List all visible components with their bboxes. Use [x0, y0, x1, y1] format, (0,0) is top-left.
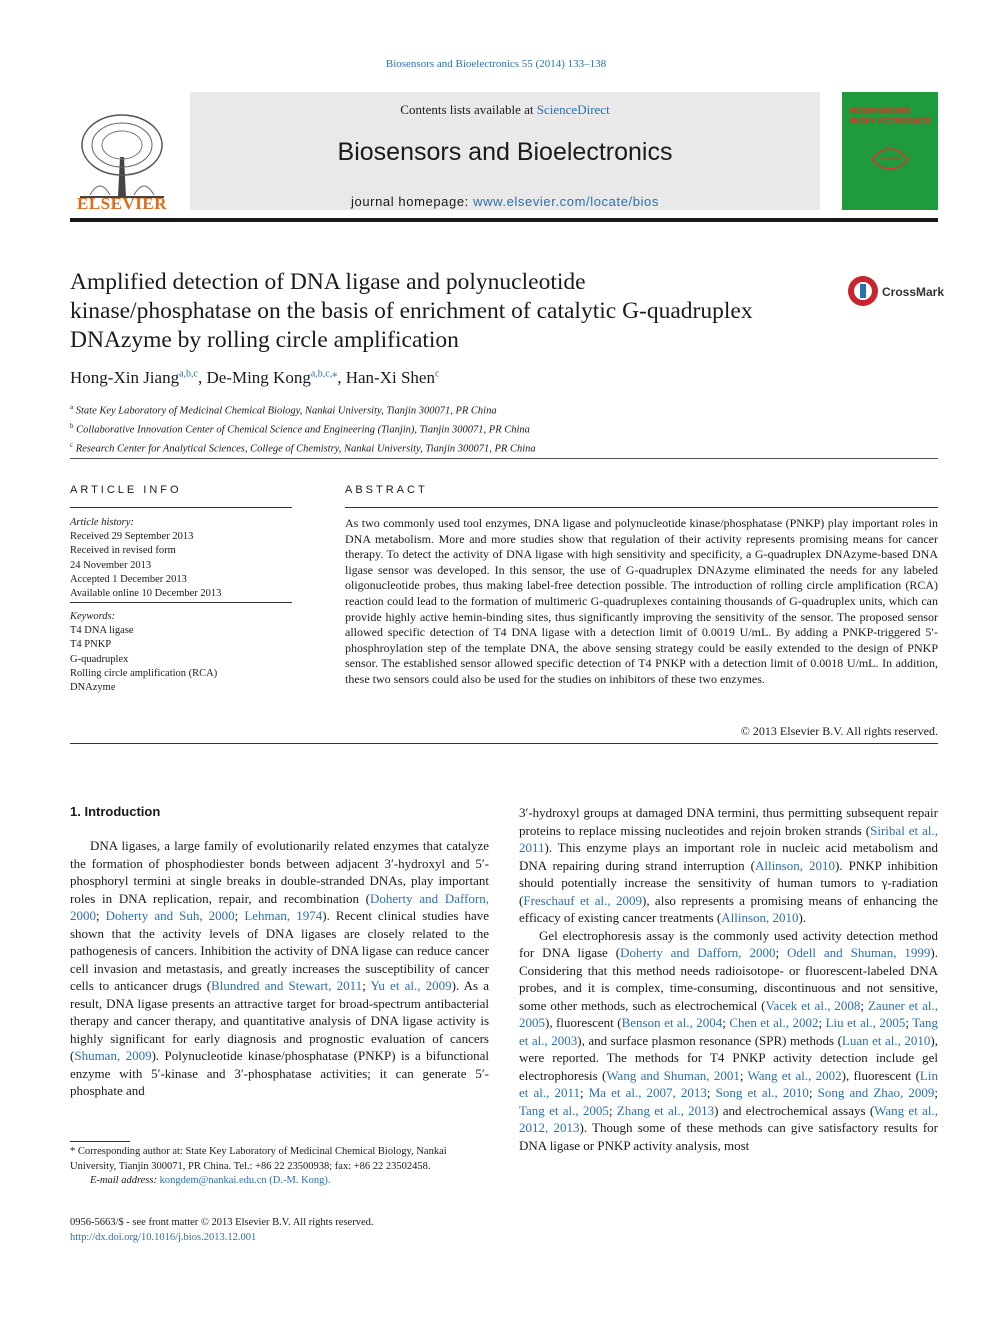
body-column-left — [70, 837, 489, 1100]
citation-link[interactable]: Luan et al., 2010 — [841, 1032, 931, 1048]
keyword: Rolling circle amplification (RCA) — [70, 667, 218, 679]
history-item: 24 November 2013 — [70, 559, 152, 571]
header-rule — [70, 218, 938, 222]
citation-link[interactable]: Doherty and Dafforn, 2000 — [620, 945, 776, 960]
article-history — [70, 516, 221, 601]
body-text: Gel electrophoresis assay is the commonly used activity detection method for DNA ligase ( — [519, 927, 938, 960]
journal-banner — [190, 92, 820, 210]
history-label: Article history: — [70, 517, 134, 528]
body-text: 3′-hydroxyl groups at damaged DNA termini, thus permitting subsequent repair proteins to replace missing nucleotides and rejoin broken strands ( — [519, 805, 938, 838]
body-text: ; — [234, 908, 245, 923]
keywords — [70, 610, 217, 695]
citation-link[interactable]: Doherty and Dafforn, 2000 — [70, 890, 490, 923]
author-name[interactable]: Han-Xi Shen — [345, 368, 435, 387]
body-text: ; — [579, 1085, 589, 1100]
body-text: ). — [798, 910, 807, 925]
keyword: T4 DNA ligase — [70, 625, 134, 637]
author-list: Hong-Xin Jiang$^{a,b,c}$, De-Ming Kong$^{a,b,c,⁎}$, Han-Xi Shen$^c$ — [70, 368, 440, 387]
affil-marker: c — [70, 441, 74, 449]
body-text: ). As a result, DNA ligase presents an attractive target for broad-spectrum antibacterial therapy and cancer therapy, and quantitative analysis of DNA ligase activity is highly significant for early diagnosis and prognostic evaluation of cancers ( — [70, 978, 489, 1063]
body-text: ) and electrochemical assays ( — [714, 1102, 875, 1118]
paragraph — [519, 927, 938, 1155]
affil-text: State Key Laboratory of Medicinal Chemical Biology, Nankai University, Tianjin 300071, PR China — [75, 405, 497, 417]
body-text: ). PNKP inhibition should potentially increase the sensitivity of human tumors to γ-radiation ( — [519, 857, 938, 908]
body-text: ; — [96, 908, 106, 923]
body-text: ; — [808, 1085, 818, 1100]
body-text: ), also represents a promising means of enhancing the efficacy of existing cancer treatments ( — [519, 892, 938, 925]
abstract-heading: ABSTRACT — [345, 484, 428, 496]
body-text: ), fluorescent ( — [545, 1015, 622, 1030]
email-label: E-mail address: — [90, 1175, 160, 1186]
body-text: ; — [934, 1085, 938, 1100]
citation-link[interactable]: Siribal et al., 2011 — [519, 822, 938, 855]
author-affil-sup[interactable]: a,b,c — [179, 368, 198, 380]
journal-cover-thumbnail[interactable] — [842, 92, 938, 210]
citation-link[interactable]: Yu et al., 2009 — [370, 978, 452, 993]
journal-citation[interactable]: Biosensors and Bioelectronics 55 (2014) 133–138 — [385, 58, 607, 70]
history-item: Accepted 1 December 2013 — [70, 573, 187, 585]
divider — [345, 507, 938, 508]
sciencedirect-link[interactable]: ScienceDirect — [536, 102, 610, 117]
keywords-label: Keywords: — [70, 611, 116, 622]
journal-name: Biosensors and Bioelectronics — [337, 138, 673, 166]
citation-link[interactable]: Wang et al., 2012, 2013 — [519, 1102, 938, 1135]
history-item: Available online 10 December 2013 — [70, 588, 222, 600]
body-text: ; — [775, 945, 788, 960]
email-suffix: (D.-M. Kong). — [266, 1175, 331, 1186]
author-name[interactable]: De-Ming Kong — [206, 368, 311, 387]
body-text: ). Recent clinical studies have shown that the activity levels of DNA ligases are closely related to the pathogenesis of cancers. Inhibition the activity of DNA ligase can reduce cancer cell invasion and metastasis, and greatly increases the susceptibility of cancer cells to anticancer drugs ( — [70, 908, 489, 993]
contents-line — [190, 102, 820, 118]
affiliation — [70, 419, 536, 438]
citation-link[interactable]: Zhang et al., 2013 — [616, 1102, 715, 1118]
body-text: ). Polynucleotide kinase/phosphatase (PNKP) is a bifunctional enzyme with 5′-kinase and 3′-phosphatase activities; it can generate 5′-phosphate and — [70, 1048, 489, 1098]
citation-link[interactable]: Odell and Shuman, 1999 — [787, 945, 931, 960]
email-link[interactable]: kongdem@nankai.edu.cn — [159, 1175, 267, 1186]
keyword: T4 PNKP — [70, 639, 112, 651]
citation-link[interactable]: Benson et al., 2004 — [621, 1015, 723, 1030]
affiliation — [70, 438, 536, 457]
citation-link[interactable]: Tang et al., 2003 — [519, 1015, 938, 1048]
affil-text: Collaborative Innovation Center of Chemical Science and Engineering (Tianjin), Tianjin 300071, PR China — [76, 424, 530, 436]
article-title: Amplified detection of DNA ligase and polynucleotide kinase/phosphatase on the basis of enrichment of catalytic G-quadruplex DNAzyme by rolling circle amplification — [70, 269, 753, 353]
homepage-prefix: journal homepage: — [351, 194, 474, 209]
section-heading-introduction: 1. Introduction — [70, 804, 161, 819]
affil-text: Research Center for Analytical Sciences, College of Chemistry, Nankai University, Tianjin 300071, PR China — [75, 443, 536, 455]
paragraph — [70, 837, 489, 1100]
citation-link[interactable]: Lehman, 1974 — [244, 908, 323, 923]
citation-link[interactable]: Lin et al., 2011 — [519, 1067, 938, 1100]
keyword: G-quadruplex — [70, 653, 129, 665]
citation-link[interactable]: Song and Zhao, 2009 — [817, 1085, 935, 1100]
divider — [70, 602, 292, 603]
citation-link[interactable]: Allinson, 2010 — [754, 857, 836, 873]
affiliations — [70, 400, 536, 457]
crossmark-label: CrossMark — [882, 285, 945, 299]
body-text: ; — [362, 978, 371, 993]
abstract-copyright: © 2013 Elsevier B.V. All rights reserved. — [740, 724, 938, 738]
author-affil-sup[interactable]: c — [434, 368, 440, 380]
body-text: ; — [608, 1102, 617, 1118]
citation-link[interactable]: Allinson, 2010 — [721, 910, 799, 925]
body-text: ), and surface plasmon resonance (SPR) methods ( — [577, 1032, 842, 1048]
article-info-heading: ARTICLE INFO — [70, 484, 182, 496]
author-name[interactable]: Hong-Xin Jiang — [70, 368, 180, 387]
citation-link[interactable]: Tang et al., 2005 — [519, 1102, 609, 1118]
body-text: ; — [860, 997, 868, 1013]
affil-marker: b — [70, 422, 74, 430]
body-text: ; — [905, 1015, 913, 1030]
crossmark-icon — [846, 274, 880, 308]
body-text: ). This enzyme plays an important role in nucleic acid metabolism and DNA repairing during strand interruption ( — [519, 840, 938, 873]
citation-link[interactable]: Song et al., 2010 — [715, 1085, 809, 1100]
affil-marker: a — [70, 403, 74, 411]
citation-link[interactable]: Wang and Shuman, 2001 — [606, 1067, 740, 1083]
citation-link[interactable]: Freschauf et al., 2009 — [523, 892, 642, 908]
citation-link[interactable]: Doherty and Suh, 2000 — [105, 908, 235, 923]
footnote-rule — [70, 1141, 130, 1142]
footnote — [70, 1145, 489, 1189]
citation-link[interactable]: Chen et al., 2002 — [729, 1015, 819, 1030]
citation-link[interactable]: Blundred and Stewart, 2011 — [211, 978, 363, 993]
divider — [70, 743, 938, 744]
body-text: ; — [706, 1085, 716, 1100]
body-text: DNA ligases, a large family of evolutionarily related enzymes that catalyze the formation of phosphodiester bonds between adjacent 3′-hydroxyl and 5′-phosphoryl termini at single breaks in double-stranded DNAs, play important roles in DNA replication, repair, and recombination ( — [70, 838, 489, 906]
body-text: ; — [722, 1015, 730, 1030]
body-text: ; — [739, 1067, 748, 1083]
citation-link[interactable]: Zauner et al., 2005 — [519, 997, 938, 1030]
crossmark-badge[interactable] — [846, 274, 946, 314]
divider — [70, 507, 292, 508]
body-column-right — [519, 804, 938, 1154]
citation-link[interactable]: Ma et al., 2007, 2013 — [588, 1085, 707, 1100]
abstract-text: As two commonly used tool enzymes, DNA ligase and polynucleotide kinase/phosphatase (PNKP) play important roles in DNA metabolism. More and more studies show that regulation of their activity represents promising means for cancer therapy. To detect the activity of DNA ligase with high sensitivity and specificity, a G-quadruplex DNAzyme-based DNA ligase sensor was developed. In this sensor, the use of G-quadruplex DNAzyme eliminated the needs for any labeled oligonucleotide probes, thus making label-free detection possible. The introduction of rolling circle amplification (RCA) reaction could lead to the formation of multimeric G-quadruplexes containing thousands of G-quadruplex units, which can provide highly active hemin-binding sites, thus significantly improving the sensitivity of the sensor. The proposed sensor allowed specific detection of T4 DNA ligase with a detection limit of 0.0019 U/mL. By adding a PNKP-triggered 5′-phosphroylation step of the template DNA, the above sensing strategy could be easily extended to the design of PNKP sensor. The established sensor allowed specific detection of T4 PNKP with a detection limit of 0.0018 U/mL. In addition, these two sensors could also be used for the studies on inhibitors of these two enzymes. — [345, 516, 938, 686]
homepage-link[interactable]: www.elsevier.com/locate/bios — [473, 194, 659, 209]
citation-link[interactable]: Vacek et al., 2008 — [765, 997, 861, 1013]
corresponding-author-note: * Corresponding author at: State Key Laboratory of Medicinal Chemical Biology, Nankai University, Tianjin 300071, PR China. Tel.: +86 22 23500938; fax: +86 22 23502458. — [70, 1146, 447, 1172]
publisher-name: ELSEVIER — [77, 194, 167, 213]
keyword: DNAzyme — [70, 682, 116, 694]
cover-title: BIOSENSORS BIOELECTRONICS — [850, 106, 931, 126]
citation-link[interactable]: Liu et al., 2005 — [825, 1015, 906, 1030]
contents-prefix: Contents lists available at — [400, 102, 537, 117]
paragraph — [519, 804, 938, 927]
body-text: ). Though some of these methods can give satisfactory results for DNA ligase or PNKP activity analysis, most — [519, 1120, 939, 1153]
affiliation — [70, 400, 536, 419]
cover-graphic-icon — [870, 144, 910, 174]
email-line — [70, 1174, 489, 1189]
history-item: Received 29 September 2013 — [70, 531, 194, 543]
homepage-line — [190, 194, 820, 209]
citation-link[interactable]: Wang et al., 2002 — [747, 1067, 842, 1083]
body-text: ), fluorescent ( — [841, 1067, 920, 1083]
body-text: ), were reported. The methods for T4 PNKP activity detection include gel electrophoresis ( — [519, 1032, 938, 1083]
author-affil-sup[interactable]: a,b,c,⁎ — [310, 368, 338, 380]
issn-block — [70, 1216, 373, 1245]
body-text: ). Considering that this method needs radioisotope- or fluorescent-labeled DNA probes, and it is complex, time-consuming, discontinuous and not sensitive, some other methods, such as electrochemical ( — [519, 945, 938, 1013]
doi-link[interactable]: http://dx.doi.org/10.1016/j.bios.2013.12.001 — [70, 1231, 257, 1243]
journal-header — [70, 92, 938, 214]
divider — [70, 458, 938, 459]
citation-link[interactable]: Shuman, 2009 — [74, 1048, 152, 1063]
body-text: ; — [818, 1015, 826, 1030]
history-item: Received in revised form — [70, 545, 176, 557]
issn-line: 0956-5663/$ - see front matter © 2013 Elsevier B.V. All rights reserved. — [70, 1217, 374, 1228]
